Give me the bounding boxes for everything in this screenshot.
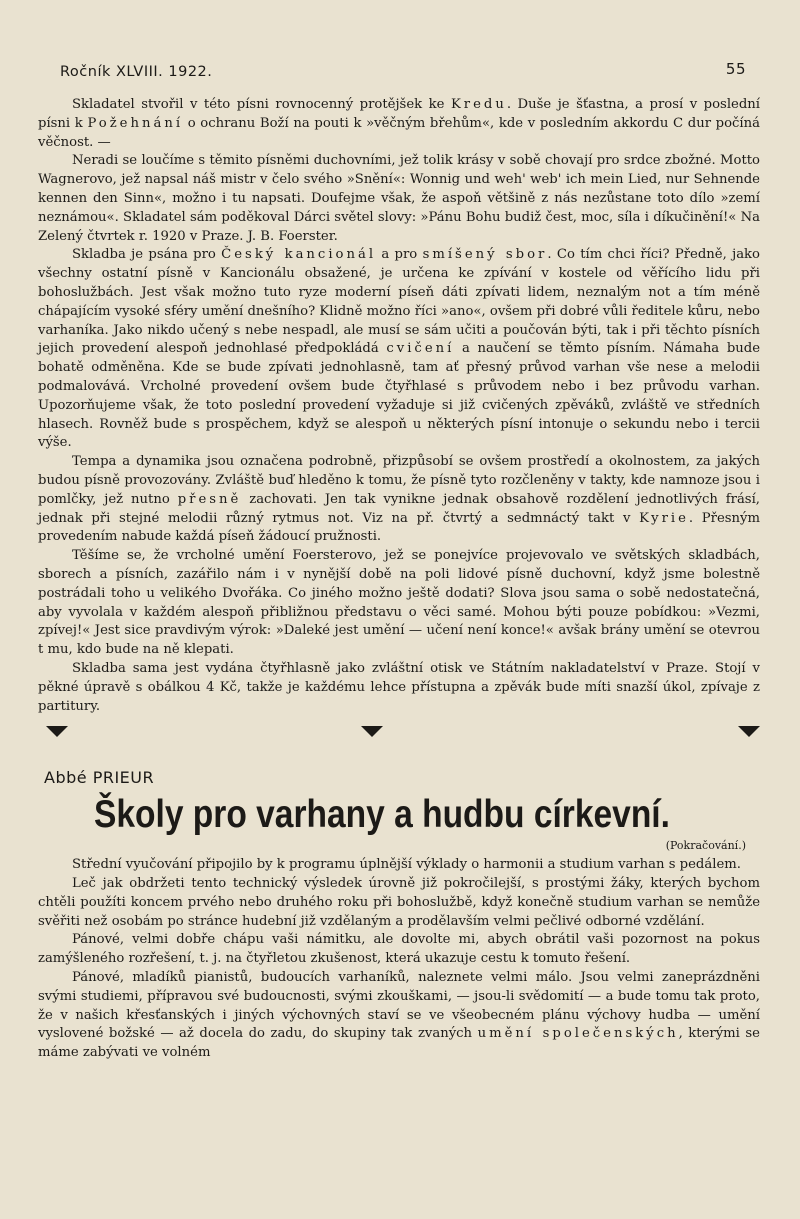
- paragraph: [38, 453, 760, 547]
- text-run: , kterými se máme zabývati ve volném: [38, 1026, 760, 1061]
- paragraph: [38, 246, 760, 453]
- page-number: 55: [725, 60, 746, 78]
- text-run: Leč jak obdržeti tento technický výsledek úrovně již pokročilejší, s prostými žáky, kterých bychom chtěli použíti koncem prvého nebo druhého roku při bohoslužbě, když konečně studium varhan se nemůže svěřiti než osobám po stránce hudební již vzdělaným a prodělavším velmi pečlivé odborné vzdělání.: [38, 876, 760, 929]
- text-run: . Co tím chci říci? Předně, jako všechny ostatní písně v Kancionálu obsažené, je určena ke zpívání v kostele od věřícího lidu při bohoslužbách. Jest však možno tuto ryze moderní píseň dáti zpívati lidem, neznalým not a tím méně chápajícím vysoké sféry umění dnešního? Klidně možno říci »ano«, ovšem při dobré vůli ředitele kůru, nebo varhaníka. Jako nikdo učený s nebe nespadl, ale musí se sám učiti a poučován býti, tak i při těchto písních jejich provedení alespoň jednohlasé předpokládá: [38, 247, 760, 357]
- spaced-emphasis: Kredu: [450, 97, 507, 112]
- text-run: Skladba sama jest vydána čtyřhlasně jako zvláštní otisk ve Státním nakladatelství v Praze. Stojí v pěkné úpravě s obálkou 4 Kč, takže je každému lehce přístupna a zpěvák bude míti snazší úkol, zpívaje z partitury.: [38, 660, 760, 714]
- paragraph: [38, 96, 760, 152]
- triangle-down-icon: [46, 726, 68, 737]
- spaced-emphasis: Požehnání: [87, 115, 184, 131]
- text-run: Tempa a dynamika jsou označena podrobně, přizpůsobí se ovšem prostředí a okolnostem, za jakých budou písně provozovány. Zvláště buď hleděno k tomu, že písně tyto rozčleněny v takty, kde namnoze jsou i pomlčky, jež nutno: [38, 454, 760, 507]
- text-run: a naučení se těmto písním. Námaha bude bohatě odměněna. Kde se bude zpívati jednohlasně, tam ať přesný průvod varhan vše nese a melodii podmalovává. Vrcholné provedení ovšem bude čtyřhlasé s průvodem nebo i bez průvodu varhan. Upozorňujeme však, že toto poslední provedení vyžaduje si již cvičených zpěváků, zvláště ve středních hlasech. Rovněž bude s prospěchem, když se alespoň u některých písní intonuje o sekundu nebo i tercii výše.: [38, 341, 760, 451]
- spaced-emphasis: smíšený sbor: [422, 247, 548, 263]
- text-run: Skladba je psána pro: [72, 247, 222, 263]
- section-divider: [38, 720, 760, 748]
- paragraph: [38, 547, 760, 660]
- article-title: Školy pro varhany a hudbu církevní.: [94, 793, 670, 837]
- journal-volume: Ročník XLVIII. 1922.: [60, 64, 213, 80]
- triangle-down-icon: [361, 726, 383, 737]
- article-text: [38, 856, 760, 1063]
- continued-note: (Pokračování.): [665, 839, 746, 853]
- text-run: Neradi se loučíme s těmito písněmi duchovními, jež tolik krásy v sobě chovají pro srdce zbožné. Motto Wagnerovo, jež napsal náš mistr v čelo svého »Snění«: Wonnig und weh' web' ich mein Lied, nur Sehnende kennen den Sinn«, možno i tu napsati. Doufejme však, že aspoň většině z nás nezůstane toto dílo »zemí neznámou«. Skladatel sám poděkoval Dárci světel slovy: »Pánu Bohu budiž čest, moc, síla i díkučinění!« Na Zelený čtvrtek r. 1920 v Praze. J. B. Foerster.: [38, 153, 760, 244]
- paragraph: [38, 875, 760, 931]
- text-run: Pánové, mladíků pianistů, budoucích varhaníků, naleznete velmi málo. Jsou velmi zaneprázdněni svými studiemi, přípravou své budoucnosti, svými zkouškami, — jsou-li svědomití — a bude tomu tak proto, že v našich křesťanských i jiných výchovných staví se ve všeobecném plánu výchovy hudba — umění vyslovené božské — až docela do zadu, do skupiny tak zvaných: [38, 970, 760, 1042]
- spaced-emphasis: přesně: [177, 491, 242, 507]
- text-run: Těšíme se, že vrcholné umění Foersterovo, jež se ponejvíce projevovalo ve světských skladbách, sborech a písních, zazářilo nám i v nynější době na poli lidové písně duchovní, když jsme bolestně postrádali toho u velikého Dvořáka. Co jiného možno ještě dodati? Slova jsou sama o sobě nedostatečná, aby vyvolala v každém alespoň přibližnou představu o věci samé. Mohou býti pouze pobídkou: »Vezmi, zpívej!« Jest sice pravdivým výrok: »Daleké jest umění — učení není konce!« avšak brány umění se otevrou t mu, kdo bude na ně klepati.: [38, 548, 760, 658]
- spaced-emphasis: Český kancionál: [221, 247, 377, 263]
- paragraph: [38, 152, 760, 246]
- spaced-emphasis: cvičení: [386, 341, 455, 357]
- text-run: . Přesným provedením nabude každá píseň žádoucí pružnosti.: [38, 510, 760, 545]
- paragraph: [38, 969, 760, 1063]
- spaced-emphasis: umění společenských: [477, 1026, 679, 1042]
- text-run: . Duše je šťastna, a prosí v poslední písni k: [38, 97, 760, 131]
- paragraph: [38, 660, 760, 716]
- paragraph: [38, 931, 760, 969]
- text-run: a pro: [376, 247, 423, 263]
- text-run: Skladatel stvořil v této písni rovnocenný protějšek ke: [72, 97, 451, 112]
- triangle-down-icon: [738, 726, 760, 737]
- text-run: zachovati. Jen tak vynikne jednak obsahově rozdělení jednotlivých frásí, jednak při stejné melodii různý rytmus not. Viz na př. čtvrtý a sedmnáctý takt v: [38, 491, 760, 526]
- running-header: [38, 60, 760, 88]
- paragraph: [38, 856, 760, 875]
- text-run: o ochranu Boží na pouti k »věčným břehům«, kde v posledním akkordu C dur počíná věčnost. —: [38, 115, 761, 150]
- spaced-emphasis: Kyrie: [639, 510, 689, 526]
- review-text: [38, 96, 760, 716]
- article-author: Abbé PRIEUR: [44, 768, 155, 788]
- text-run: Pánové, velmi dobře chápu vaši námitku, ale dovolte mi, abych obrátil vaši pozornost na pokus zamýšleného rozřešení, t. j. na čtyřletou zkušenost, která ukazuje cestu k tomuto řešení.: [38, 932, 760, 967]
- text-run: Střední vyučování připojilo by k programu úplnější výklady o harmonii a studium varhan s pedálem.: [72, 857, 741, 873]
